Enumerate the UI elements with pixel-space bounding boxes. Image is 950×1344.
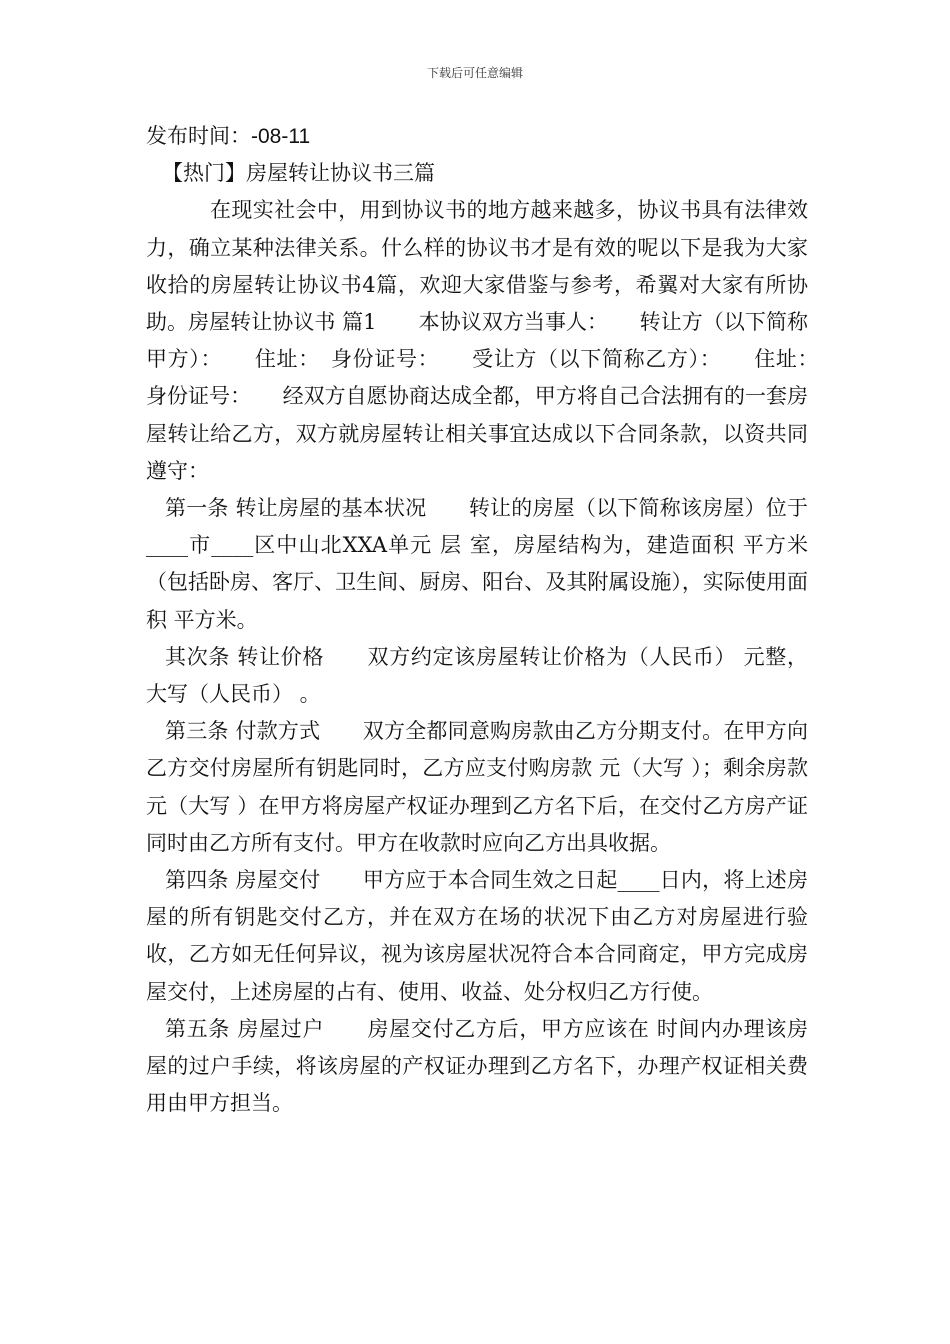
document-body — [146, 118, 829, 1122]
clause-3-paragraph: 第三条 付款方式 双方全都同意购房款由乙方分期支付。在甲方向乙方交付房屋所有钥匙同时，乙方应支付购房款 元（大写 ）；剩余房款 元（大写 ）在甲方将房屋产权证办理到乙方名下后，在交付乙方房产证同时由乙方所有支付。甲方在收款时应向乙方出具收据。 — [146, 719, 808, 855]
clause-5-paragraph: 第五条 房屋过户 房屋交付乙方后，甲方应该在 时间内办理该房屋的过户手续，将该房屋的产权证办理到乙方名下，办理产权证相关费用由甲方担当。 — [146, 1016, 808, 1116]
clause-4-paragraph: 第四条 房屋交付 甲方应于本合同生效之日起____日内，将上述房屋的所有钥匙交付乙方，并在双方在场的状况下由乙方对房屋进行验收，乙方如无任何异议，视为该房屋状况符合本合同商定，甲方完成房屋交付，上述房屋的占有、使用、收益、处分权归乙方行使。 — [146, 868, 808, 1004]
page-header-note: 下载后可任意编辑 — [426, 66, 523, 80]
document-title: 【热门】房屋转让协议书三篇 — [162, 161, 435, 186]
publish-time: 发布时间：-08-11 — [146, 125, 311, 148]
intro-paragraph: 在现实社会中，用到协议书的地方越来越多，协议书具有法律效力，确立某种法律关系。什么样的协议书才是有效的呢以下是我为大家收拾的房屋转让协议书4篇，欢迎大家借鉴与参考，希翼对大家有所协助。房屋转让协议书 篇1 本协议双方当事人： 转让方（以下简称甲方）： 住址： 身份证号： 受让方（以下简称乙方）： 住址： 身份证号： 经双方自愿协商达成全都，甲方将自己合法拥有的一套房屋转让给乙方，双方就房屋转让相关事宜达成以下合同条款，以资共同遵守： — [146, 198, 829, 483]
clause-1-paragraph: 第一条 转让房屋的基本状况 转让的房屋（以下简称该房屋）位于____市____区中山北XXA单元 层 室，房屋结构为，建造面积 平方米（包括卧房、客厅、卫生间、厨房、阳台、及其附属设施），实际使用面积 平方米。 — [146, 496, 808, 632]
clause-2-paragraph: 其次条 转让价格 双方约定该房屋转让价格为（人民币） 元整，大写（人民币） 。 — [146, 644, 808, 707]
